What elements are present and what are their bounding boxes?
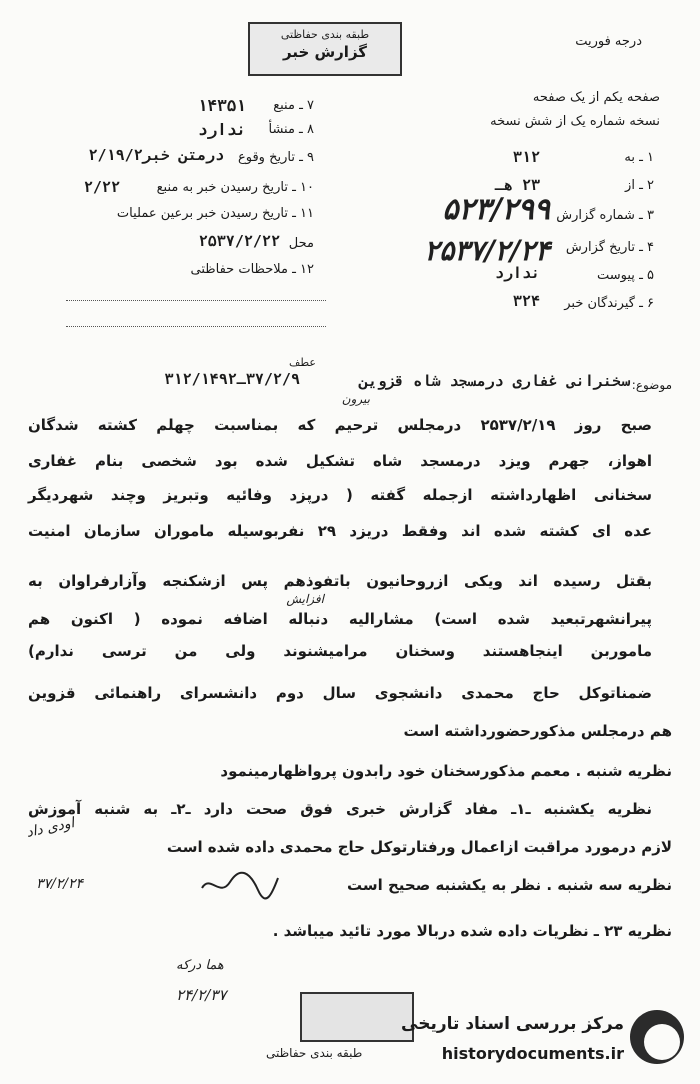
bottom-note-date: ۲۴/۲/۳۷	[176, 986, 227, 1004]
page-count-line: صفحه یکم از یک صفحه	[532, 90, 660, 105]
date-note: ۳۷/۲/۲۴	[36, 876, 84, 892]
place-value: ۲۵۳۷/۲/۲۲	[198, 232, 280, 250]
body-line: سخنانی اظهارداشته ازجمله گفته ( درپزد وفائیه وتبریز وچند شهردیگر	[28, 486, 652, 504]
reference-number: ۳۷/۲/۹ـ۳۱۲/۱۴۹۲	[164, 370, 300, 388]
event-date-label: ۹ ـ تاریخ وقوع	[237, 150, 314, 165]
body-line: اهواز، جهرم ویزد درمسجد شاه تشکیل شده بود شخصی بنام غفاری	[28, 452, 652, 470]
body-line: صبح روز ۲۵۳۷/۲/۱۹ درمجلس ترحیم که بمناسبت چهلم کشته شدگان	[28, 416, 652, 434]
priority-label: درجه فوریت	[575, 34, 642, 49]
body-line: ماموربن اینجاهستند وسخنان مرامیشنوند ولی من ترسی ندارم)	[28, 642, 652, 660]
item-attachment-label: ۵ ـ پیوست	[597, 268, 654, 283]
place-label: محل	[288, 236, 314, 251]
item-report-date-label: ۴ ـ تاریخ گزارش	[565, 240, 654, 255]
received-by-source-label: ۱۰ ـ تاریخ رسیدن خبر به منبع	[156, 180, 314, 195]
subject-label: موضوع:	[631, 378, 672, 392]
signature-note: اودی داد	[24, 815, 76, 841]
footer-classification: طبقه بندی حفاظتی	[266, 1046, 363, 1060]
margin-note-addition: افزایش	[286, 592, 324, 606]
origin-value: ندارد	[197, 120, 246, 139]
security-notes-label: ۱۲ ـ ملاحظات حفاظتی	[190, 262, 314, 277]
origin-label: ۸ ـ منشأ	[268, 122, 314, 137]
archive-brand-name: مرکز بررسی اسناد تاریخی	[401, 1014, 624, 1034]
body-line: لازم درمورد مراقبت ازاعمال ورفتارتوکل حاج محمدی داده شده است	[166, 838, 672, 856]
body-line: پیرانشهرتبعید شده است) مشارالیه دنباله اضافه نموده ( اکنون هم	[28, 610, 652, 628]
signature-scribble	[200, 868, 280, 902]
item-to-label: ۱ ـ به	[624, 150, 654, 165]
dotted-line	[66, 300, 326, 301]
body-line: نظریه ۲۳ ـ نظریات داده شده دربالا مورد تائید میباشد .	[272, 922, 672, 940]
body-line: ضمناتوکل حاج محمدی دانشجوی سال دوم دانشسرای راهنمائی قزوین	[28, 684, 652, 702]
item-recipients-value: ۳۲۴	[512, 292, 540, 310]
archive-brand-url: historydocuments.ir	[441, 1044, 624, 1063]
item-report-number-value: ۵۲۳/۲۹۹	[442, 192, 550, 227]
copy-count-line: نسخه شماره یک از شش نسخه	[490, 114, 660, 129]
reference-label: عطف	[289, 356, 316, 369]
received-by-source-value: ۲/۲۲	[83, 178, 120, 196]
event-date-value: درمتن خبر۲/۱۹/۲	[88, 146, 224, 164]
item-from-value: ۲۳ هـ	[494, 176, 540, 194]
margin-note-outside: بیرون	[341, 392, 370, 406]
body-line: نظریه یکشنبه ـ۱ـ مفاد گزارش خبری فوق صحت دارد ـ۲ـ به شنبه آموزش	[28, 800, 652, 818]
stamp-title: گزارش خبر	[282, 43, 368, 61]
item-to-value: ۳۱۲	[512, 148, 540, 166]
subject-text: سخنرانی غفاری درمسجد شاه قزوین	[359, 372, 630, 390]
body-line: عده ای کشته شده اند وفقط دریزد ۲۹ نفربوسیله ماموران سازمان امنیت	[28, 522, 653, 540]
archive-logo-icon	[630, 1010, 684, 1064]
item-report-date-value: ۲۵۳۷/۲/۲۴	[424, 234, 550, 267]
item-report-number-label: ۳ ـ شماره گزارش	[556, 208, 654, 223]
item-attachment-value: ندارد	[494, 264, 540, 282]
source-value: ۱۴۳۵۱	[197, 96, 246, 115]
footer-stamp	[300, 992, 414, 1042]
classification-stamp	[248, 22, 402, 76]
body-line: هم درمجلس مذکورحضورداشته است	[403, 722, 672, 740]
item-from-label: ۲ ـ از	[625, 178, 654, 193]
source-label: ۷ ـ منبع	[273, 98, 314, 113]
stamp-top-line: طبقه بندی حفاظتی	[280, 28, 370, 41]
received-by-ops-label: ۱۱ ـ تاریخ رسیدن خبر برعین عملیات	[116, 206, 314, 221]
body-line: نظریه شنبه . معمم مذکورسخنان خود رابدون پرواظهارمینمود	[220, 762, 672, 780]
bottom-note-name: هما درکه	[176, 958, 224, 973]
dotted-line	[66, 326, 326, 327]
item-recipients-label: ۶ ـ گیرندگان خبر	[564, 296, 654, 311]
body-line: بقتل رسیده اند ویکی ازروحانیون باتفوذهم پس ازشکنجه وآزارفراوان به	[28, 572, 652, 590]
body-line: نظریه سه شنبه . نظر به یکشنبه صحیح است	[347, 876, 672, 894]
